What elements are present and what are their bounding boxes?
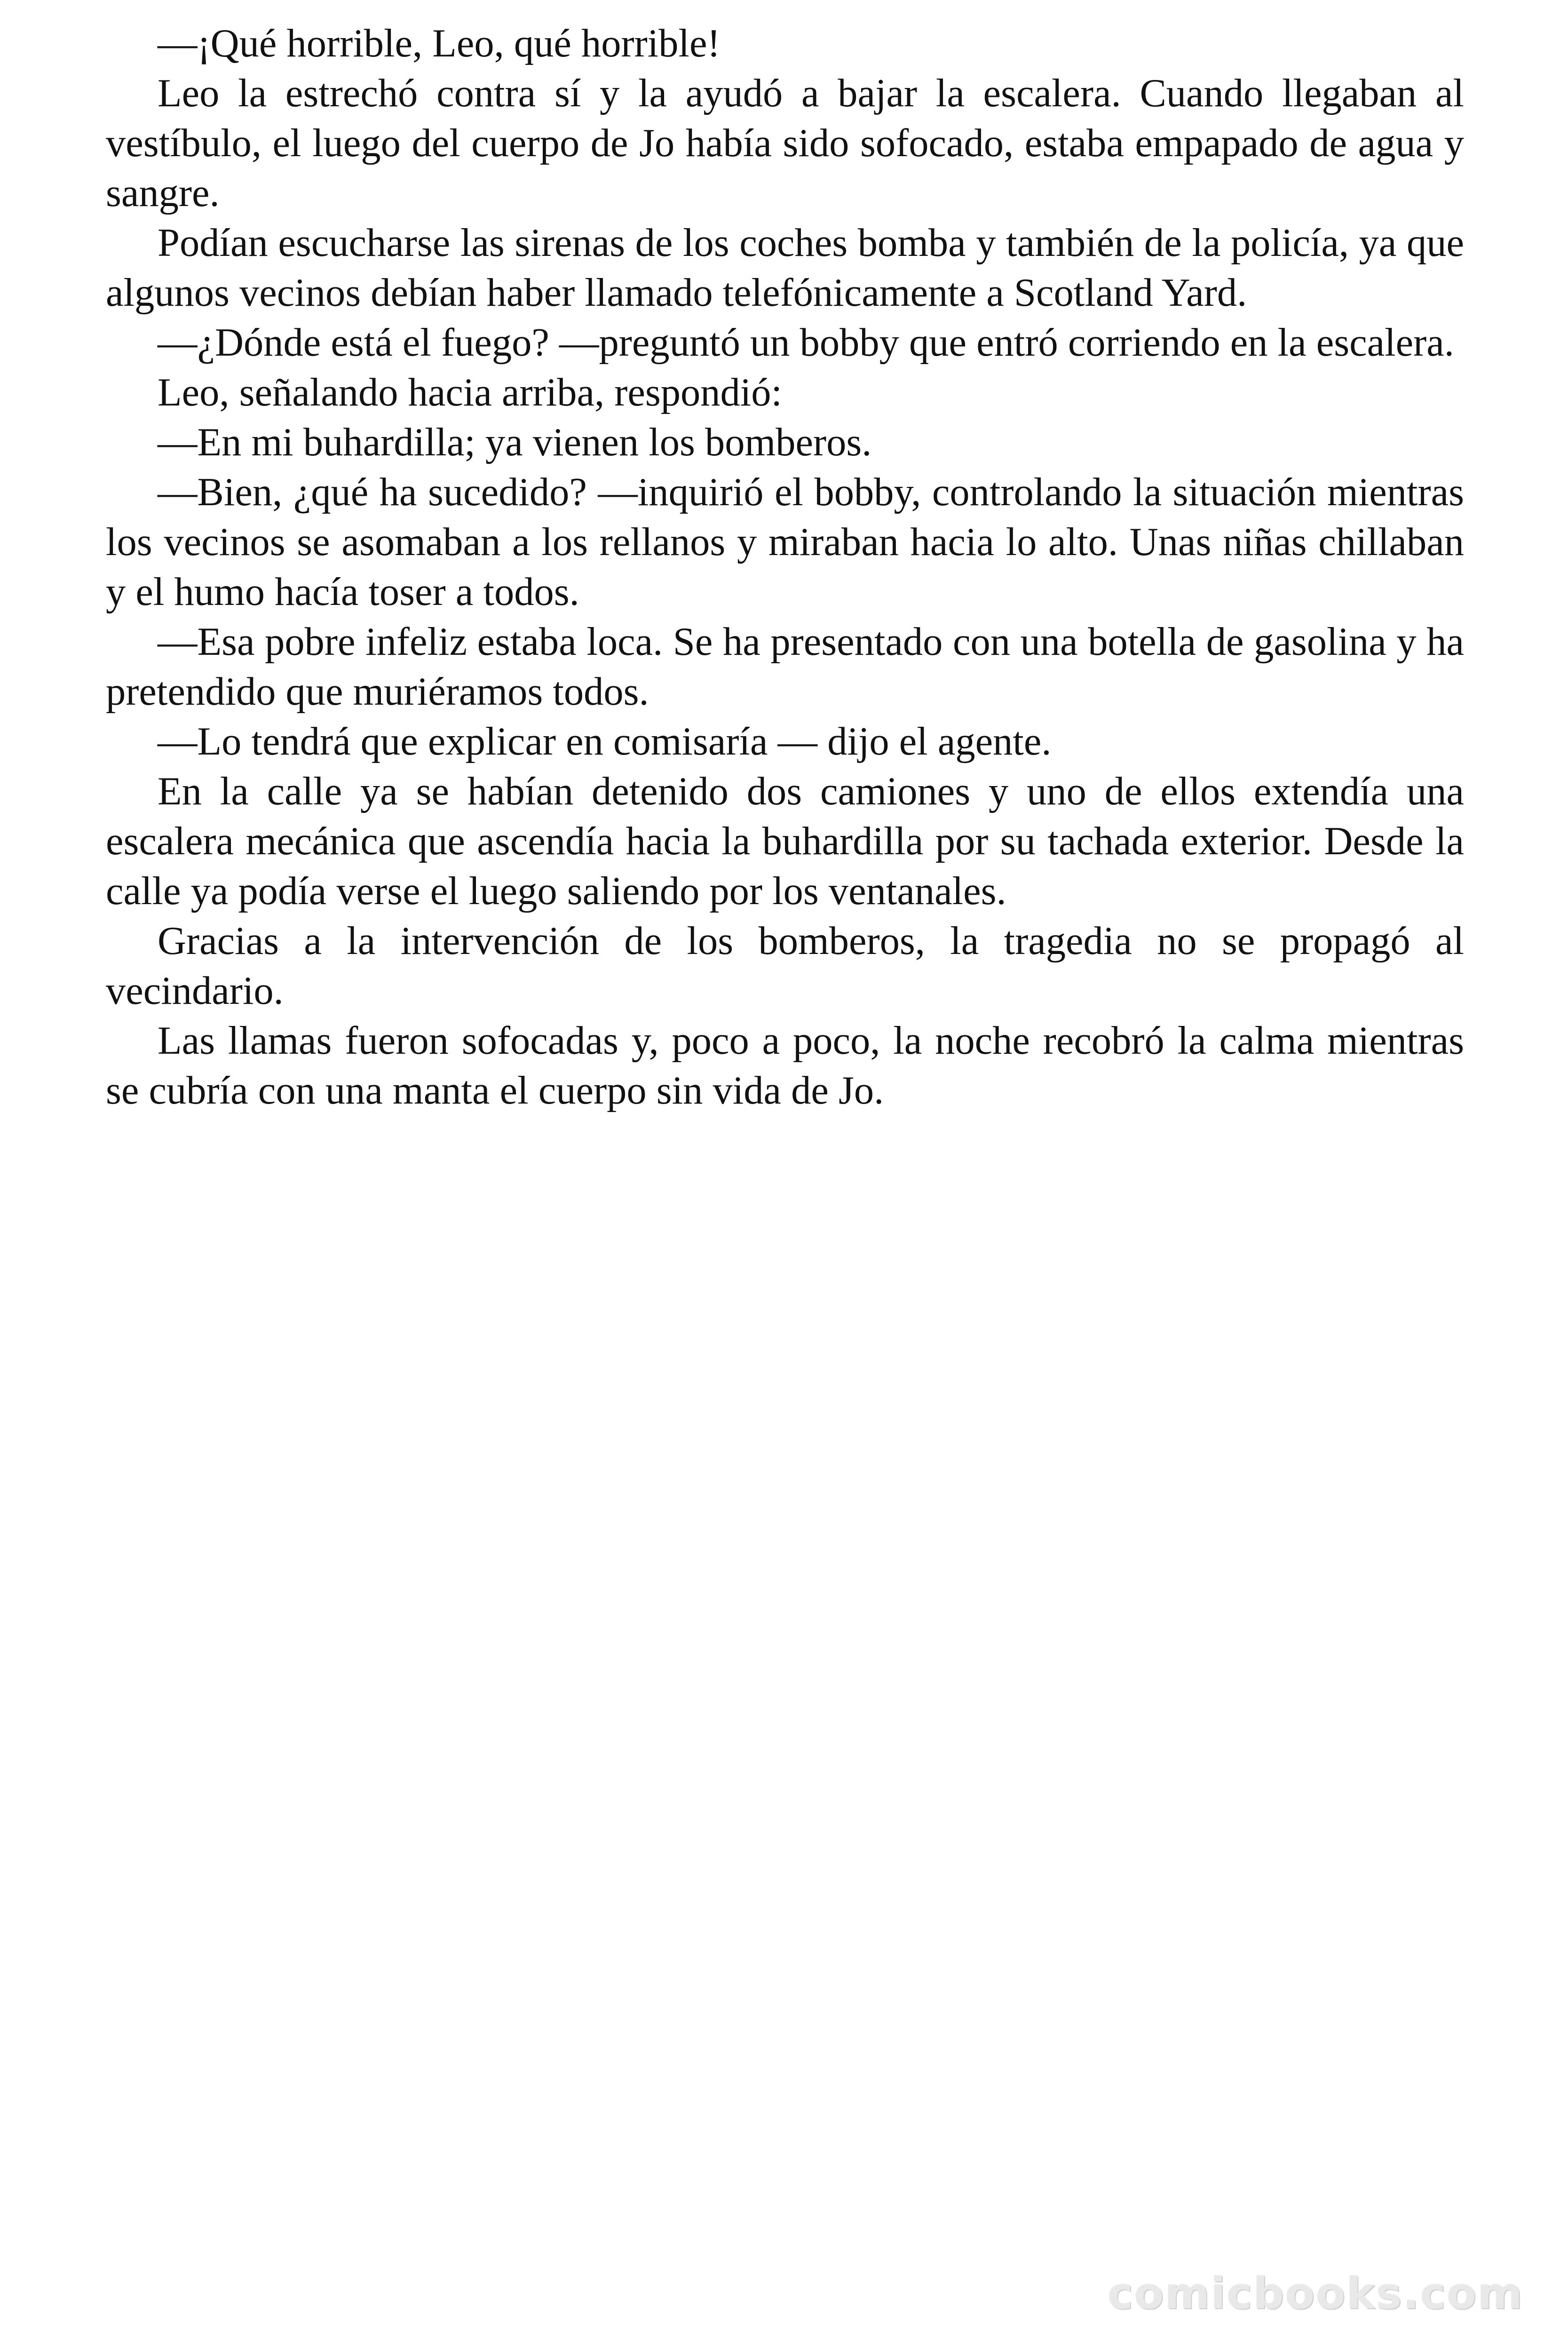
paragraph-12: Las llamas fueron sofocadas y, poco a poco, la noche recobró la calma mientras se cubría con una manta el cuerpo sin vida de Jo. (106, 1019, 1464, 1112)
paragraph-11: Gracias a la intervención de los bomberos, la tragedia no se propagó al vecindario. (106, 919, 1464, 1013)
watermark: comicbooks.com (1107, 2268, 1523, 2319)
paragraph-5: Leo, señalando hacia arriba, respondió: (158, 371, 782, 414)
paragraph-10: En la calle ya se habían detenido dos camiones y uno de ellos extendía una escalera mecánica que ascendía hacia la buhardilla por su tachada exterior. Desde la calle ya podía verse el luego saliendo por los ventanales. (106, 770, 1464, 913)
paragraph-7: —Bien, ¿qué ha sucedido? —inquirió el bobby, controlando la situación mientras los vecinos se asomaban a los rellanos y miraban hacia lo alto. Unas niñas chillaban y el humo hacía toser a todos. (106, 470, 1464, 614)
paragraph-2: Leo la estrechó contra sí y la ayudó a bajar la escalera. Cuando llegaban al vestíbulo, el luego del cuerpo de Jo había sido sofocado, estaba empapado de agua y sangre. (106, 72, 1464, 215)
page-text (106, 19, 1464, 1116)
paragraph-4: —¿Dónde está el fuego? —preguntó un bobby que entró corriendo en la escalera. (158, 321, 1454, 365)
paragraph-9: —Lo tendrá que explicar en comisaría — dijo el agente. (158, 720, 1052, 763)
paragraph-6: —En mi buhardilla; ya vienen los bomberos. (158, 421, 872, 464)
paragraph-8: —Esa pobre infeliz estaba loca. Se ha presentado con una botella de gasolina y ha pretendido que muriéramos todos. (106, 620, 1464, 714)
paragraph-1: —¡Qué horrible, Leo, qué horrible! (158, 22, 721, 65)
paragraph-3: Podían escucharse las sirenas de los coches bomba y también de la policía, ya que algunos vecinos debían haber llamado telefónicamente a Scotland Yard. (106, 221, 1464, 315)
